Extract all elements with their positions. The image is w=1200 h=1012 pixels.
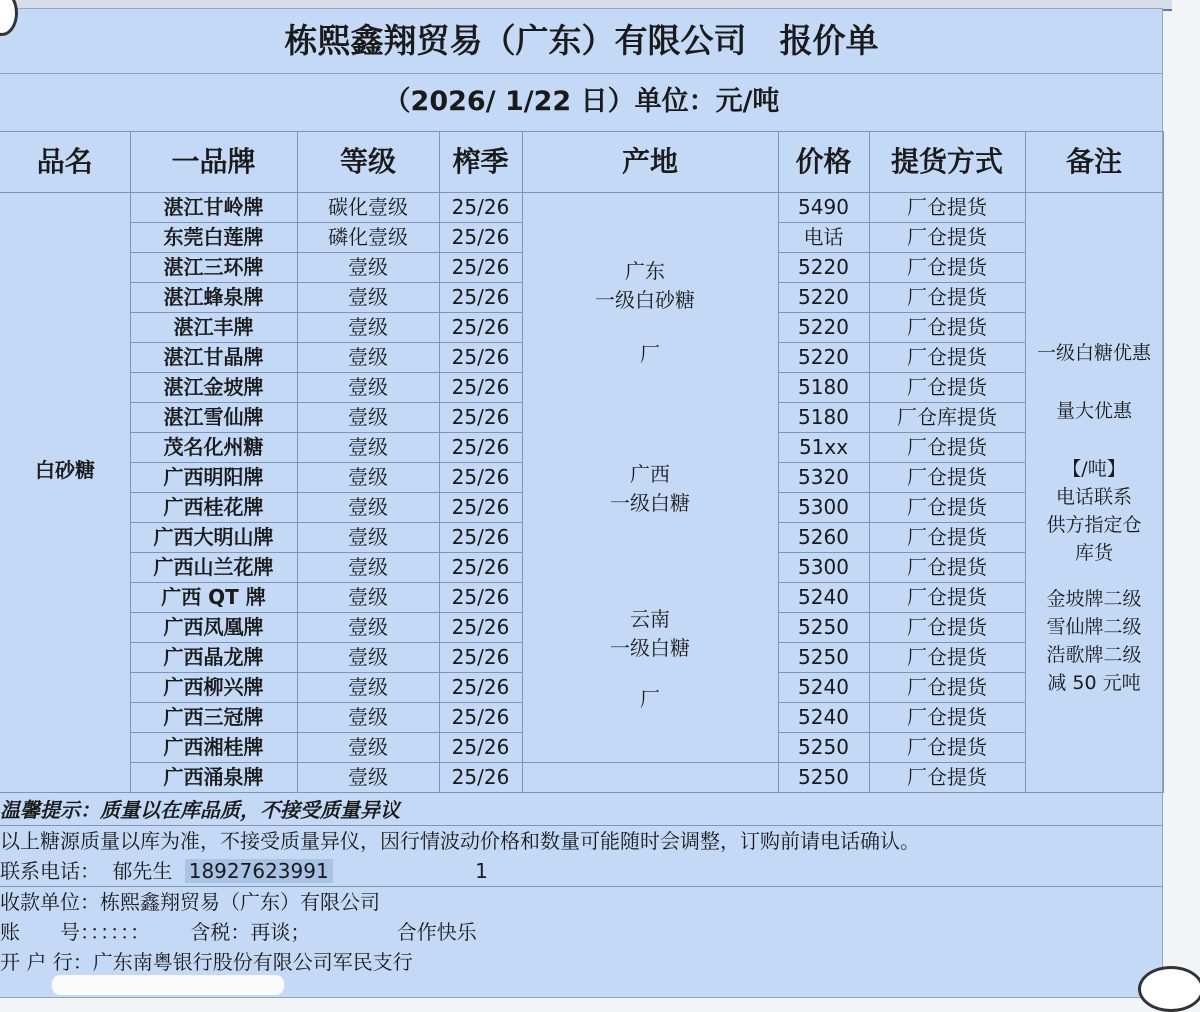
- grade-cell: 碳化壹级: [297, 193, 439, 223]
- table-row: [0, 193, 1163, 223]
- grade-cell: 壹级: [297, 433, 439, 463]
- bank-line: 开 户 行：广东南粤银行股份有限公司军民支行: [0, 950, 413, 974]
- brand-cell: 广西涌泉牌: [130, 763, 297, 793]
- notes-block: [1025, 339, 1163, 697]
- price-cell: 5250: [778, 733, 869, 763]
- price-cell: 5300: [778, 553, 869, 583]
- pickup-cell: 厂仓提货: [869, 583, 1025, 613]
- origin-yn-line2: 一级白糖: [610, 636, 690, 660]
- season-cell: 25/26: [439, 733, 522, 763]
- contact-name: 郁先生: [112, 859, 173, 883]
- price-cell: 5180: [778, 373, 869, 403]
- brand-cell: 湛江甘晶牌: [130, 343, 297, 373]
- price-cell: 5250: [778, 613, 869, 643]
- header-origin: 产地: [522, 132, 778, 193]
- brand-cell: 广西三冠牌: [130, 703, 297, 733]
- season-cell: 25/26: [439, 673, 522, 703]
- brand-cell: 湛江蜂泉牌: [130, 283, 297, 313]
- account-line: [0, 917, 1163, 947]
- grade-cell: 壹级: [297, 733, 439, 763]
- note-line7: 金坡牌二级: [1046, 588, 1142, 610]
- grade-cell: 壹级: [297, 253, 439, 283]
- pickup-cell: 厂仓提货: [869, 493, 1025, 523]
- pickup-cell: 厂仓提货: [869, 703, 1025, 733]
- season-cell: 25/26: [439, 223, 522, 253]
- brand-cell: 广西大明山牌: [130, 523, 297, 553]
- price-cell: 5250: [778, 643, 869, 673]
- brand-cell: 湛江丰牌: [130, 313, 297, 343]
- pickup-cell: 厂仓提货: [869, 613, 1025, 643]
- price-cell: 5320: [778, 463, 869, 493]
- floating-overlay: [52, 975, 284, 995]
- footer: [0, 795, 1163, 977]
- brand-cell: 广西桂花牌: [130, 493, 297, 523]
- note-line3: 【/吨】: [1062, 458, 1126, 480]
- brand-cell: 广西晶龙牌: [130, 643, 297, 673]
- price-cell: 5300: [778, 493, 869, 523]
- pickup-cell: 厂仓提货: [869, 283, 1025, 313]
- grade-cell: 壹级: [297, 613, 439, 643]
- grade-cell: 壹级: [297, 283, 439, 313]
- account-label: 账 号：：：：：：: [0, 920, 150, 944]
- grade-cell: 壹级: [297, 703, 439, 733]
- quote-date-unit: （2026/ 1/22 日）单位：元/吨: [0, 73, 1163, 132]
- pickup-cell: 厂仓提货: [869, 523, 1025, 553]
- pickup-cell: 厂仓提货: [869, 673, 1025, 703]
- note-line6: 库货: [1074, 542, 1113, 564]
- pickup-cell: 厂仓提货: [869, 643, 1025, 673]
- warm-tip: 温馨提示：质量以在库品质，不接受质量异议: [0, 798, 400, 822]
- season-cell: 25/26: [439, 463, 522, 493]
- pickup-cell: 厂仓提货: [869, 223, 1025, 253]
- pickup-cell: 厂仓提货: [869, 343, 1025, 373]
- slogan: 合作快乐: [396, 920, 477, 944]
- disclaimer: 以上糖源质量以库为准，不接受质量异仪，因行情波动价格和数量可能随时会调整，订购前请电话确认。: [0, 825, 1163, 856]
- season-cell: 25/26: [439, 403, 522, 433]
- pickup-cell: 厂仓库提货: [869, 403, 1025, 433]
- note-line8: 雪仙牌二级: [1046, 616, 1142, 638]
- pickup-cell: 厂仓提货: [869, 733, 1025, 763]
- origin-cell-last: [522, 763, 778, 793]
- table-row: [0, 763, 1163, 793]
- header-notes: 备注: [1025, 132, 1163, 193]
- price-cell: 5180: [778, 403, 869, 433]
- note-line9: 浩歌牌二级: [1046, 644, 1142, 666]
- price-cell: 5260: [778, 523, 869, 553]
- brand-cell: 广西山兰花牌: [130, 553, 297, 583]
- price-cell: 5490: [778, 193, 869, 223]
- pickup-cell: 厂仓提货: [869, 193, 1025, 223]
- season-cell: 25/26: [439, 643, 522, 673]
- note-line1: 一级白糖优惠: [1036, 342, 1151, 364]
- origin-gd-line3: 厂: [640, 342, 660, 366]
- brand-cell: 广西凤凰牌: [130, 613, 297, 643]
- header-brand: 一品牌: [130, 132, 297, 193]
- origin-gx-line1: 广西: [630, 462, 670, 486]
- brand-cell: 湛江雪仙牌: [130, 403, 297, 433]
- brand-cell: 广西柳兴牌: [130, 673, 297, 703]
- grade-cell: 壹级: [297, 763, 439, 793]
- season-cell: 25/26: [439, 553, 522, 583]
- pickup-cell: 厂仓提货: [869, 463, 1025, 493]
- grade-cell: 壹级: [297, 463, 439, 493]
- price-cell: 5220: [778, 253, 869, 283]
- price-cell: 5240: [778, 673, 869, 703]
- price-cell: 5220: [778, 343, 869, 373]
- pickup-cell: 厂仓提货: [869, 253, 1025, 283]
- season-cell: 25/26: [439, 373, 522, 403]
- brand-cell: 广西明阳牌: [130, 463, 297, 493]
- price-cell: 5240: [778, 583, 869, 613]
- price-cell: 5250: [778, 763, 869, 793]
- grade-cell: 壹级: [297, 643, 439, 673]
- season-cell: 25/26: [439, 253, 522, 283]
- season-cell: 25/26: [439, 613, 522, 643]
- floating-button-icon[interactable]: [1138, 966, 1200, 1012]
- price-cell: 51xx: [778, 433, 869, 463]
- header-pickup: 提货方式: [869, 132, 1025, 193]
- product-name: 白砂糖: [35, 458, 95, 482]
- grade-cell: 壹级: [297, 523, 439, 553]
- origin-yunnan: [522, 605, 778, 714]
- origin-yn-line3: 厂: [640, 687, 660, 711]
- table-header-row: [0, 132, 1163, 193]
- product-cell: [0, 193, 130, 793]
- grade-cell: 壹级: [297, 313, 439, 343]
- pickup-cell: 厂仓提货: [869, 313, 1025, 343]
- season-cell: 25/26: [439, 283, 522, 313]
- price-cell: 5220: [778, 313, 869, 343]
- contact-phone[interactable]: 18927623991: [185, 859, 333, 883]
- pickup-cell: 厂仓提货: [869, 373, 1025, 403]
- brand-cell: 湛江三环牌: [130, 253, 297, 283]
- contact-label: 联系电话：: [0, 859, 100, 883]
- origin-gd-line2: 一级白砂糖: [595, 288, 695, 312]
- tax-note: 含税：再谈；: [190, 920, 311, 944]
- origin-guangxi: [522, 460, 778, 518]
- price-cell: 5240: [778, 703, 869, 733]
- brand-cell: 广西 QT 牌: [130, 583, 297, 613]
- season-cell: 25/26: [439, 703, 522, 733]
- origin-guangdong: [522, 257, 778, 369]
- brand-cell: 湛江甘岭牌: [130, 193, 297, 223]
- season-cell: 25/26: [439, 523, 522, 553]
- quote-sheet: [0, 8, 1163, 998]
- header-product: 品名: [0, 132, 130, 193]
- grade-cell: 磷化壹级: [297, 223, 439, 253]
- grade-cell: 壹级: [297, 673, 439, 703]
- quote-title: 栋熙鑫翔贸易（广东）有限公司 报价单: [0, 9, 1163, 74]
- brand-cell: 湛江金坡牌: [130, 373, 297, 403]
- header-price: 价格: [778, 132, 869, 193]
- pickup-cell: 厂仓提货: [869, 553, 1025, 583]
- origin-yn-line1: 云南: [630, 607, 670, 631]
- season-cell: 25/26: [439, 343, 522, 373]
- brand-cell: 东莞白莲牌: [130, 223, 297, 253]
- price-cell: 5220: [778, 283, 869, 313]
- note-line2: 量大优惠: [1055, 400, 1132, 422]
- season-cell: 25/26: [439, 193, 522, 223]
- origin-gd-line1: 广东: [625, 259, 665, 283]
- pickup-cell: 厂仓提货: [869, 433, 1025, 463]
- season-cell: 25/26: [439, 493, 522, 523]
- grade-cell: 壹级: [297, 343, 439, 373]
- brand-cell: 广西湘桂牌: [130, 733, 297, 763]
- price-cell: 电话: [778, 223, 869, 253]
- contact-line: [0, 856, 1163, 886]
- season-cell: 25/26: [439, 433, 522, 463]
- header-season: 榨季: [439, 132, 522, 193]
- note-line10: 减 50 元吨: [1047, 672, 1141, 694]
- brand-cell: 茂名化州糖: [130, 433, 297, 463]
- season-cell: 25/26: [439, 313, 522, 343]
- grade-cell: 壹级: [297, 493, 439, 523]
- pickup-cell: 厂仓提货: [869, 763, 1025, 793]
- contact-extra: 1: [475, 859, 488, 883]
- season-cell: 25/26: [439, 583, 522, 613]
- grade-cell: 壹级: [297, 553, 439, 583]
- grade-cell: 壹级: [297, 583, 439, 613]
- note-line4: 电话联系: [1055, 486, 1132, 508]
- grade-cell: 壹级: [297, 373, 439, 403]
- payee: 收款单位：栋熙鑫翔贸易（广东）有限公司: [0, 886, 1163, 917]
- season-cell: 25/26: [439, 763, 522, 793]
- note-line5: 供方指定仓: [1046, 514, 1142, 536]
- header-grade: 等级: [297, 132, 439, 193]
- origin-gx-line2: 一级白糖: [610, 491, 690, 515]
- grade-cell: 壹级: [297, 403, 439, 433]
